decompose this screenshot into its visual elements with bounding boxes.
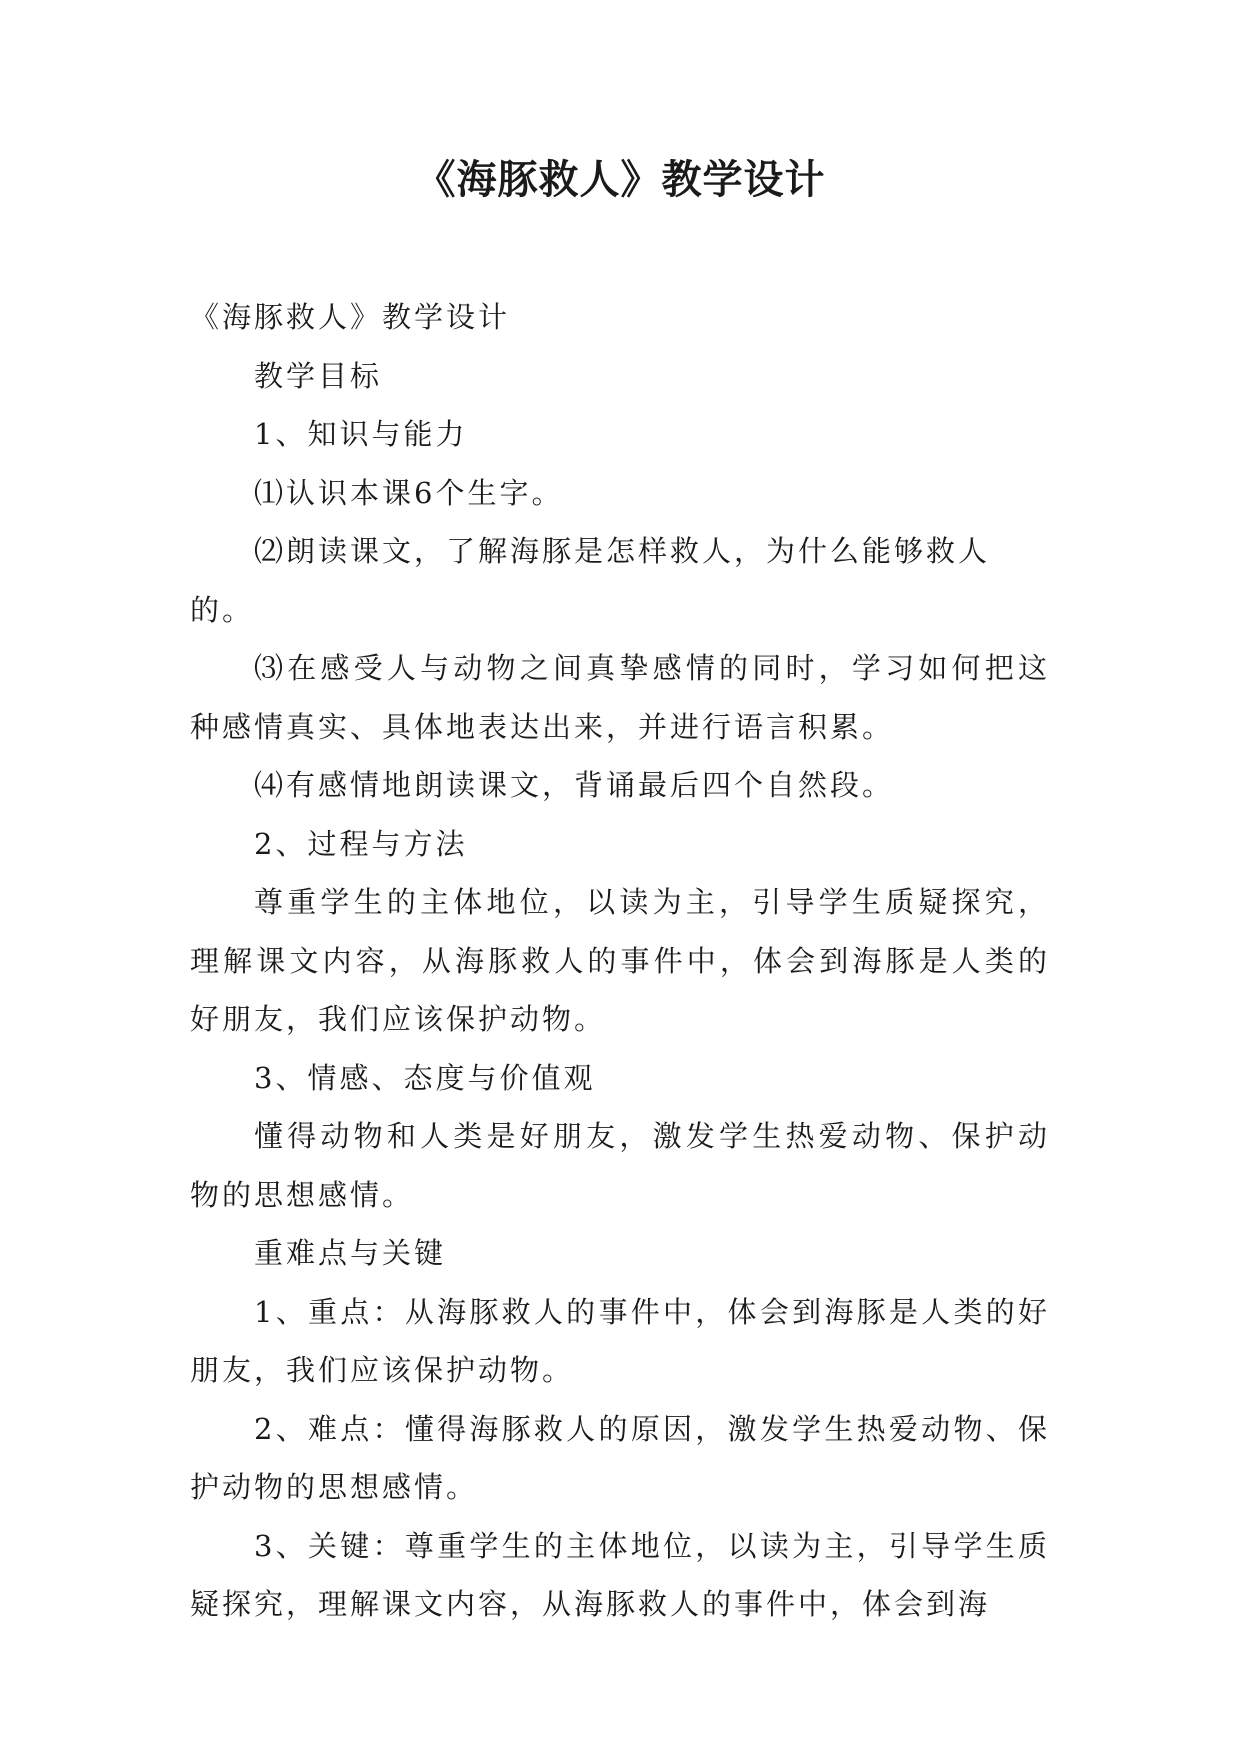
paragraph-difficult-point: 2、难点：懂得海豚救人的原因，激发学生热爱动物、保护动物的思想感情。 <box>190 1411 1050 1504</box>
document-title: 《海豚救人》教学设计 <box>415 157 826 203</box>
paragraph-emotion-values: 懂得动物和人类是好朋友，激发学生热爱动物、保护动物的思想感情。 <box>190 1119 1050 1212</box>
paragraph-goal-1: ⑴认识本课6个生字。 <box>254 475 564 510</box>
paragraph-process-method-heading: 2、过程与方法 <box>254 826 468 861</box>
paragraph-process-method: 尊重学生的主体地位，以读为主，引导学生质疑探究，理解课文内容，从海豚救人的事件中，体会到海豚是人类的好朋友，我们应该保护动物。 <box>190 885 1050 1036</box>
paragraph-goal-2: ⑵朗读课文，了解海豚是怎样救人，为什么能够救人的。 <box>190 534 991 627</box>
paragraph-key-factor: 3、关键：尊重学生的主体地位，以读为主，引导学生质疑探究，理解课文内容，从海豚救人的事件中，体会到海 <box>190 1528 1050 1621</box>
document-body <box>190 288 1050 1634</box>
paragraph-doc-heading: 《海豚救人》教学设计 <box>190 300 511 334</box>
paragraph-emotion-values-heading: 3、情感、态度与价值观 <box>254 1060 596 1095</box>
paragraph-goal-4: ⑷有感情地朗读课文，背诵最后四个自然段。 <box>254 768 895 802</box>
paragraph-key-point: 1、重点：从海豚救人的事件中，体会到海豚是人类的好朋友，我们应该保护动物。 <box>190 1294 1050 1387</box>
paragraph-key-difficult-heading: 重难点与关键 <box>254 1236 447 1270</box>
paragraph-teaching-goals-heading: 教学目标 <box>254 358 383 393</box>
paragraph-goal-3: ⑶在感受人与动物之间真挚感情的同时，学习如何把这种感情真实、具体地表达出来，并进行语言积累。 <box>190 651 1050 744</box>
paragraph-knowledge-ability-heading: 1、知识与能力 <box>254 417 468 451</box>
